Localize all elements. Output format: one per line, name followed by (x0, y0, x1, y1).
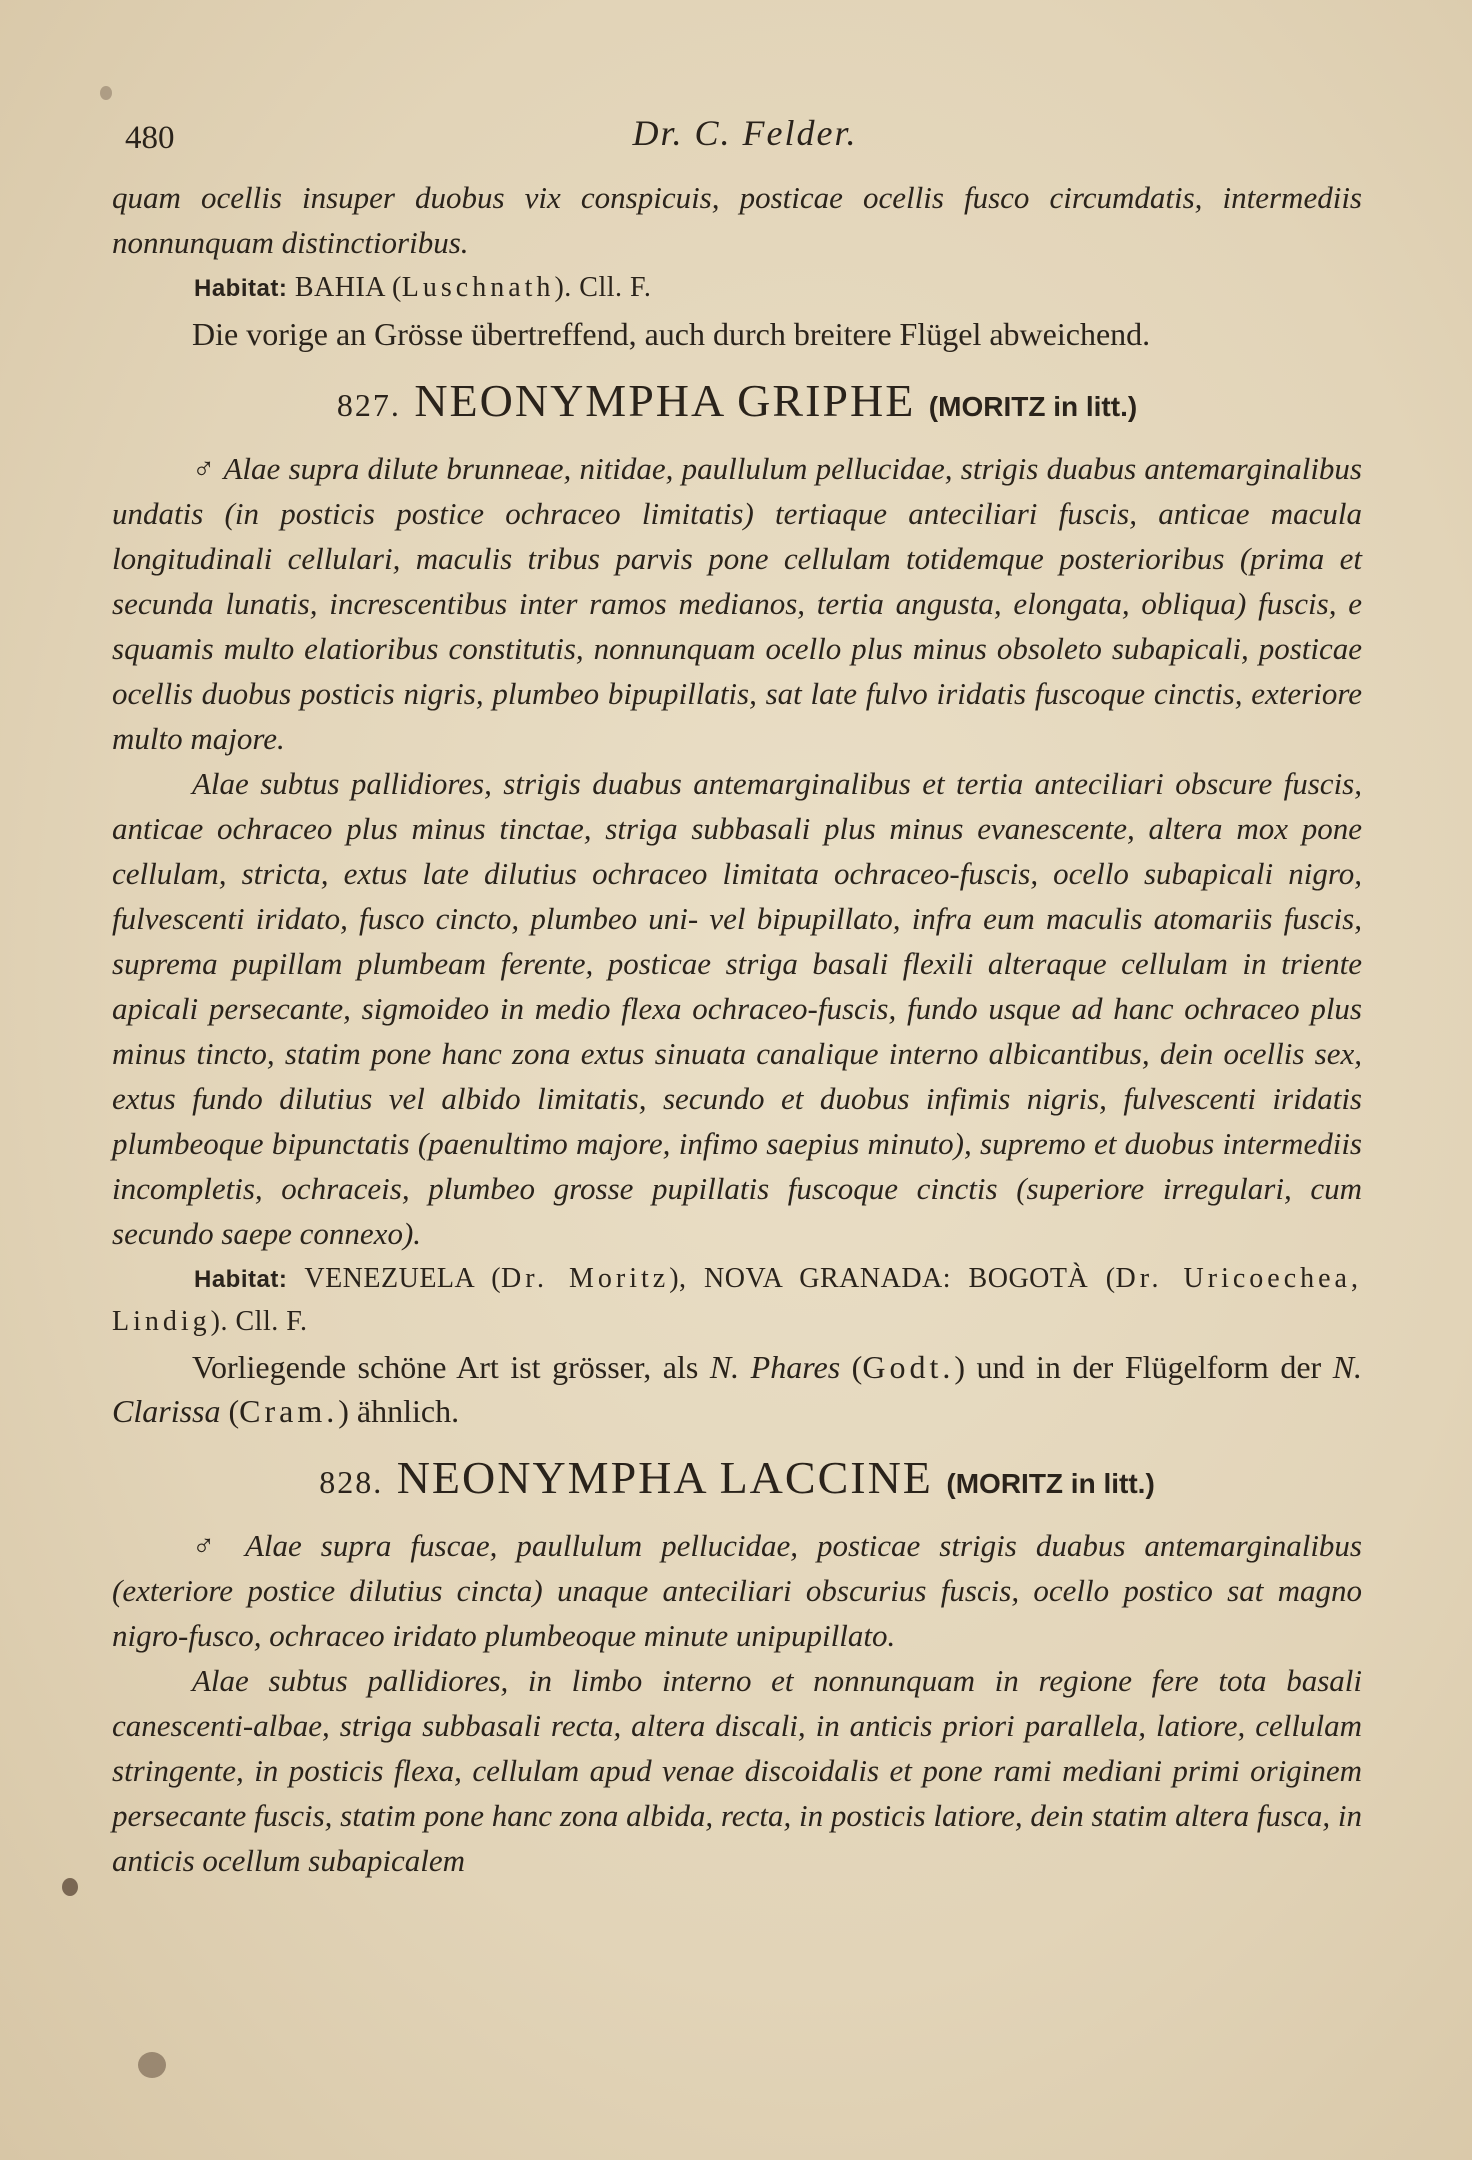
remark-text: ( (220, 1393, 240, 1429)
foxing-spot (100, 86, 112, 100)
underside-description: Alae subtus pallidiores, in limbo interno et nonnunquam in regione fere tota basali canescenti-albae, striga subbasali recta, altera discali, in anticis priori parallela, latiore, cellulam stringente, in posticis flexa, cellulam apud venae discoidalis et pone rami mediani primi originem persecante fuscis, statim pone hanc zona albida, recta, in posticis latiore, dein statim altera fusca, in anticis ocellum subapicalem (112, 1663, 1362, 1878)
remark-text: ( (840, 1349, 863, 1385)
foxing-spot (138, 2052, 166, 2078)
habitat-label: Habitat: (194, 1266, 288, 1293)
species-heading-827 (112, 376, 1362, 432)
remark-text: ) ähnlich. (338, 1393, 460, 1429)
taxon-name: N. Phares (709, 1349, 841, 1385)
habitat-line (112, 1258, 1362, 1343)
remark-text: Vorliegende schöne Art ist grösser, als (192, 1349, 710, 1385)
species-author: (MORITZ in litt.) (946, 1468, 1155, 1499)
continued-description: quam ocellis insuper duobus vix conspicuis, posticae ocellis fusco circumdatis, intermediis nonnunquam distinctioribus. (112, 180, 1362, 260)
upperside-description: ♂ Alae supra fuscae, paullulum pellucidae, posticae strigis duabus antemarginalibus (exteriore postice dilutius cincta) unaque anteciliari obscurius fuscis, ocello postico sat magno nigro-fusco, ochraceo iridato plumbeoque minute unipupillato. (112, 1528, 1362, 1653)
habitat-line (112, 267, 1362, 310)
habitat-text: VENEZUELA ( (304, 1263, 502, 1294)
habitat-label: Habitat: (194, 275, 288, 302)
collector-name: Luschnath (401, 272, 555, 303)
upperside-description: ♂ Alae supra dilute brunneae, nitidae, paullulum pellucidae, strigis duabus antemarginalibus undatis (in posticis postice ochraceo limitatis) tertiaque anteciliari fuscis, anticae macula longitudinali cellulari, maculis tribus parvis pone cellulam totidemque posterioribus (prima et secunda lunatis, increscentibus inter ramos medianos, tertia angusta, elongata, obliqua) fuscis, e squamis multo elatioribus constitutis, nonnunquam ocello plus minus obsoleto subapicali, posticae ocellis duobus posticis nigris, plumbeo bipupillatis, sat late fulvo iridatis fuscoque cinctis, exteriore multo majore. (112, 451, 1362, 756)
page-header (125, 112, 1365, 162)
species-author: (MORITZ in litt.) (928, 391, 1138, 422)
species-number: 828. (319, 1464, 384, 1500)
page-body (112, 175, 1362, 1883)
page-number: 480 (125, 120, 175, 156)
habitat-text: BAHIA ( (294, 272, 402, 303)
species-name: NEONYMPHA GRIPHE (414, 375, 916, 426)
german-remark: Die vorige an Grösse übertreffend, auch durch breitere Flügel abweichend. (192, 316, 1151, 352)
author-abbrev: Cram. (239, 1393, 339, 1429)
species-number: 827. (336, 387, 401, 423)
taxon-name: N. Clarissa (112, 1349, 1363, 1429)
german-remark (112, 1345, 1362, 1433)
foxing-spot (62, 1878, 78, 1896)
habitat-text: ), NOVA GRANADA: BOGOTÀ ( (669, 1263, 1116, 1294)
species-name: NEONYMPHA LACCINE (396, 1452, 933, 1503)
remark-text: ) und in der Flügelform der (954, 1349, 1333, 1385)
running-head: Dr. C. Felder. (632, 113, 858, 153)
author-abbrev: Godt. (862, 1349, 955, 1385)
collector-name: Dr. Uricoechea, Lindig (112, 1263, 1362, 1337)
underside-description: Alae subtus pallidiores, strigis duabus antemarginalibus et tertia anteciliari obscure fuscis, anticae ochraceo plus minus tinctae, striga subbasali plus minus evanescente, altera mox pone cellulam, stricta, extus late dilutius ochraceo limitata ochraceo-fuscis, ocello subapicali nigro, fulvescenti iridato, fusco cincto, plumbeo uni- vel bipupillato, infra eum maculis atomariis fuscis, suprema pupillam plumbeam ferente, posticae striga basali flexili alteraque cellulam in triente apicali persecante, sigmoideo in medio flexa ochraceo-fuscis, fundo usque ad hanc ochraceo plus minus tincto, statim pone hanc zona extus sinuata canalique interno albicantibus, dein ocellis sex, extus fundo dilutius vel albido limitatis, secundo et duobus infimis nigris, fulvescenti iridatis plumbeoque bipunctatis (paenultimo majore, infimo saepius minuto), supremo et duobus intermediis incompletis, ochraceis, plumbeo grosse pupillatis fuscoque cinctis (superiore irregulari, cum secundo saepe connexo). (112, 766, 1362, 1251)
habitat-end: ). Cll. F. (554, 272, 652, 303)
species-heading-828 (112, 1453, 1362, 1509)
collector-name: Dr. Moritz (501, 1263, 670, 1294)
habitat-end: ). Cll. F. (210, 1306, 308, 1337)
